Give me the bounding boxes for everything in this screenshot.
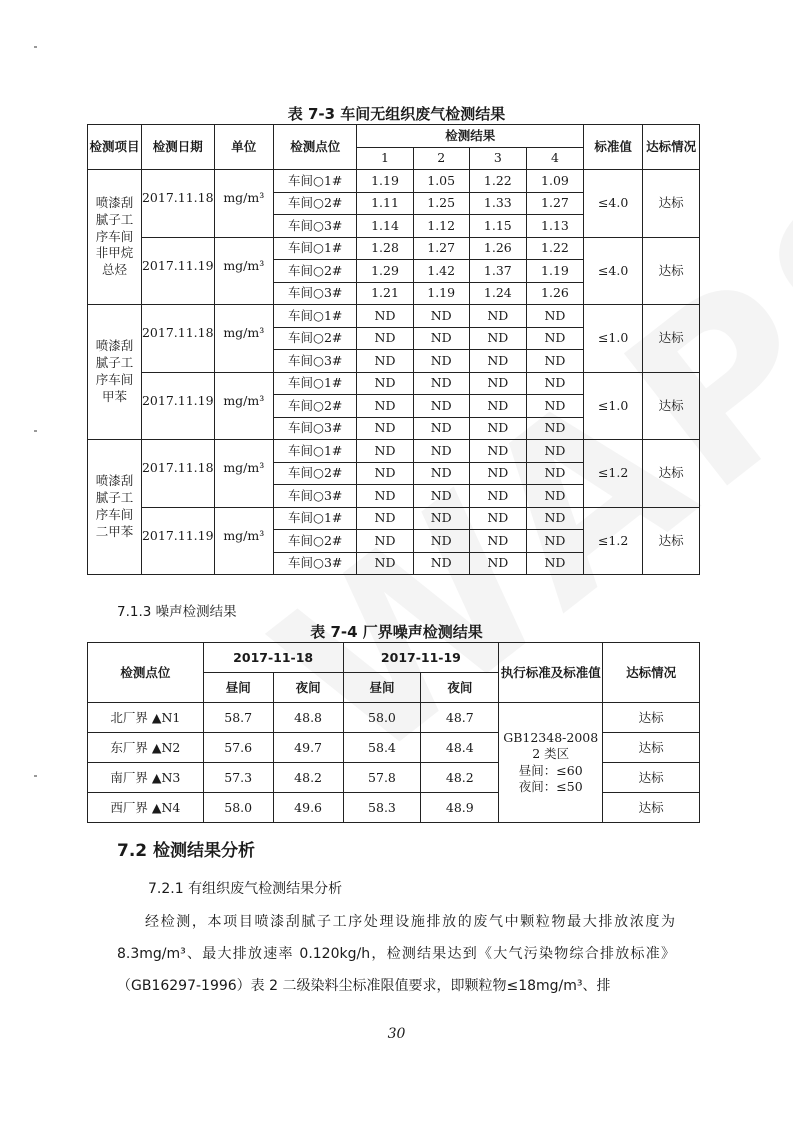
- section-7-2-heading: 7.2 检测结果分析: [117, 841, 256, 861]
- value-cell: ND: [413, 485, 469, 508]
- value-cell: ND: [526, 485, 583, 508]
- margin-mark: [34, 775, 37, 777]
- point-cell: 车间○1#: [274, 372, 357, 395]
- point-cell: 车间○1#: [274, 305, 357, 328]
- value-cell: 1.22: [526, 237, 583, 260]
- value-cell: 1.19: [357, 170, 413, 193]
- value-cell: ND: [526, 327, 583, 350]
- value-cell: ND: [413, 395, 469, 418]
- standard-line: GB12348-2008: [503, 730, 599, 745]
- value-cell: 58.7: [203, 703, 273, 733]
- header-point: 检测点位: [274, 125, 357, 170]
- value-cell: ND: [526, 462, 583, 485]
- value-cell: ND: [469, 417, 526, 440]
- value-cell: 57.6: [203, 733, 273, 763]
- table-row: [88, 237, 700, 260]
- value-cell: ND: [357, 530, 413, 553]
- table-row: [88, 793, 700, 823]
- point-cell: 车间○3#: [274, 350, 357, 373]
- date-cell: 2017.11.19: [141, 372, 214, 440]
- value-cell: 49.7: [273, 733, 343, 763]
- point-cell: 车间○1#: [274, 237, 357, 260]
- point-cell: 东厂界 ▲N2: [88, 733, 204, 763]
- value-cell: 1.14: [357, 215, 413, 238]
- value-cell: ND: [469, 395, 526, 418]
- value-cell: 1.19: [526, 260, 583, 283]
- header-r3: 3: [469, 147, 526, 170]
- standard-cell: ≤1.0: [584, 305, 643, 373]
- value-cell: 1.25: [413, 192, 469, 215]
- date-cell: 2017.11.18: [141, 305, 214, 373]
- value-cell: 49.6: [273, 793, 343, 823]
- value-cell: ND: [469, 372, 526, 395]
- pass-cell: 达标: [603, 703, 700, 733]
- value-cell: 1.09: [526, 170, 583, 193]
- value-cell: ND: [526, 372, 583, 395]
- point-cell: 车间○2#: [274, 462, 357, 485]
- value-cell: ND: [526, 350, 583, 373]
- margin-mark: [34, 430, 37, 432]
- value-cell: 57.8: [343, 763, 421, 793]
- value-cell: ND: [413, 350, 469, 373]
- date-cell: 2017.11.19: [141, 237, 214, 305]
- point-cell: 车间○1#: [274, 170, 357, 193]
- unit-cell: mg/m³: [214, 372, 273, 440]
- section-7-1-3: 7.1.3 噪声检测结果: [117, 604, 237, 620]
- value-cell: 48.4: [421, 733, 499, 763]
- standard-line: 夜间：≤50: [518, 778, 583, 794]
- pass-cell: 达标: [603, 733, 700, 763]
- value-cell: ND: [413, 440, 469, 463]
- value-cell: 1.29: [357, 260, 413, 283]
- value-cell: ND: [413, 305, 469, 328]
- header-unit: 单位: [214, 125, 273, 170]
- point-cell: 车间○2#: [274, 530, 357, 553]
- date-cell: 2017.11.19: [141, 507, 214, 575]
- table-row: [88, 372, 700, 395]
- value-cell: 1.21: [357, 282, 413, 305]
- point-cell: 北厂界 ▲N1: [88, 703, 204, 733]
- value-cell: ND: [413, 462, 469, 485]
- unit-cell: mg/m³: [214, 507, 273, 575]
- header-pass: 达标情况: [643, 125, 700, 170]
- value-cell: ND: [357, 462, 413, 485]
- value-cell: ND: [413, 530, 469, 553]
- standard-cell: ≤4.0: [584, 237, 643, 305]
- value-cell: ND: [526, 395, 583, 418]
- value-cell: ND: [469, 440, 526, 463]
- value-cell: ND: [413, 507, 469, 530]
- unit-cell: mg/m³: [214, 170, 273, 238]
- value-cell: ND: [469, 350, 526, 373]
- margin-mark: [34, 46, 37, 48]
- value-cell: ND: [357, 485, 413, 508]
- value-cell: ND: [469, 305, 526, 328]
- header-item: 检测项目: [88, 125, 142, 170]
- value-cell: 1.22: [469, 170, 526, 193]
- header-r1: 1: [357, 147, 413, 170]
- standard-cell: ≤1.0: [584, 372, 643, 440]
- standard-cell: ≤1.2: [584, 440, 643, 508]
- table-row: [88, 733, 700, 763]
- value-cell: ND: [357, 305, 413, 328]
- pass-cell: 达标: [643, 305, 700, 373]
- value-cell: 48.9: [421, 793, 499, 823]
- value-cell: ND: [469, 552, 526, 575]
- header-point: 检测点位: [88, 643, 204, 703]
- date-cell: 2017.11.18: [141, 170, 214, 238]
- value-cell: 1.05: [413, 170, 469, 193]
- section-7-2-1: 7.2.1 有组织废气检测结果分析: [148, 881, 343, 897]
- table-row: [88, 440, 700, 463]
- value-cell: ND: [357, 552, 413, 575]
- header-standard: 执行标准及标准值: [499, 643, 603, 703]
- unit-cell: mg/m³: [214, 305, 273, 373]
- value-cell: 1.12: [413, 215, 469, 238]
- point-cell: 车间○2#: [274, 260, 357, 283]
- value-cell: ND: [413, 552, 469, 575]
- value-cell: ND: [413, 327, 469, 350]
- value-cell: ND: [357, 372, 413, 395]
- value-cell: 1.24: [469, 282, 526, 305]
- value-cell: 1.13: [526, 215, 583, 238]
- value-cell: ND: [357, 440, 413, 463]
- point-cell: 西厂界 ▲N4: [88, 793, 204, 823]
- point-cell: 车间○2#: [274, 395, 357, 418]
- header-r2: 2: [413, 147, 469, 170]
- value-cell: 1.27: [413, 237, 469, 260]
- value-cell: 1.11: [357, 192, 413, 215]
- item-cell: 喷漆刮腻子工序车间甲苯: [88, 305, 142, 440]
- value-cell: 1.27: [526, 192, 583, 215]
- value-cell: 1.26: [469, 237, 526, 260]
- value-cell: ND: [469, 507, 526, 530]
- value-cell: ND: [526, 305, 583, 328]
- header-date-2: 2017-11-19: [343, 643, 499, 673]
- value-cell: 1.42: [413, 260, 469, 283]
- point-cell: 车间○1#: [274, 440, 357, 463]
- pass-cell: 达标: [643, 170, 700, 238]
- header-results: 检测结果: [357, 125, 584, 148]
- value-cell: ND: [469, 530, 526, 553]
- value-cell: ND: [413, 372, 469, 395]
- value-cell: 48.2: [273, 763, 343, 793]
- pass-cell: 达标: [643, 372, 700, 440]
- value-cell: ND: [526, 507, 583, 530]
- table-row: [88, 170, 700, 193]
- value-cell: ND: [413, 417, 469, 440]
- standard-line: 昼间：≤60: [518, 762, 583, 778]
- value-cell: ND: [469, 462, 526, 485]
- value-cell: ND: [469, 327, 526, 350]
- pass-cell: 达标: [643, 237, 700, 305]
- pass-cell: 达标: [643, 507, 700, 575]
- table-row: [88, 305, 700, 328]
- item-cell: 喷漆刮腻子工序车间二甲苯: [88, 440, 142, 575]
- value-cell: ND: [526, 440, 583, 463]
- header-night-2: 夜间: [421, 673, 499, 703]
- header-day-1: 昼间: [203, 673, 273, 703]
- standard-cell: ≤4.0: [584, 170, 643, 238]
- pass-cell: 达标: [603, 763, 700, 793]
- value-cell: ND: [526, 530, 583, 553]
- value-cell: 58.3: [343, 793, 421, 823]
- point-cell: 车间○3#: [274, 282, 357, 305]
- value-cell: 48.7: [421, 703, 499, 733]
- value-cell: 57.3: [203, 763, 273, 793]
- table-row: [88, 703, 700, 733]
- point-cell: 车间○3#: [274, 417, 357, 440]
- table-7-3-caption: 表 7-3 车间无组织废气检测结果: [287, 105, 506, 123]
- value-cell: ND: [357, 417, 413, 440]
- value-cell: 58.4: [343, 733, 421, 763]
- value-cell: ND: [469, 485, 526, 508]
- point-cell: 车间○2#: [274, 327, 357, 350]
- value-cell: 1.37: [469, 260, 526, 283]
- analysis-paragraph: 经检测，本项目喷漆刮腻子工序处理设施排放的废气中颗粒物最大排放浓度为 8.3mg/m³、最大排放速率 0.120kg/h，检测结果达到《大气污染物综合排放标准》（GB16297-1996）表 2 二级染料尘标准限值要求，即颗粒物≤18mg/m³、排: [117, 914, 675, 994]
- standard-cell: [499, 703, 603, 823]
- value-cell: 1.33: [469, 192, 526, 215]
- point-cell: 南厂界 ▲N3: [88, 763, 204, 793]
- header-date: 检测日期: [141, 125, 214, 170]
- value-cell: ND: [357, 395, 413, 418]
- value-cell: 1.26: [526, 282, 583, 305]
- value-cell: ND: [357, 350, 413, 373]
- header-standard: 标准值: [584, 125, 643, 170]
- table-7-4-caption: 表 7-4 厂界噪声检测结果: [310, 623, 483, 641]
- header-night-1: 夜间: [273, 673, 343, 703]
- value-cell: 58.0: [203, 793, 273, 823]
- value-cell: 1.15: [469, 215, 526, 238]
- value-cell: 48.8: [273, 703, 343, 733]
- pass-cell: 达标: [603, 793, 700, 823]
- value-cell: 1.19: [413, 282, 469, 305]
- value-cell: ND: [526, 552, 583, 575]
- point-cell: 车间○3#: [274, 552, 357, 575]
- point-cell: 车间○3#: [274, 215, 357, 238]
- value-cell: 58.0: [343, 703, 421, 733]
- page-number: 30: [387, 1026, 406, 1042]
- date-cell: 2017.11.18: [141, 440, 214, 508]
- header-r4: 4: [526, 147, 583, 170]
- pass-cell: 达标: [643, 440, 700, 508]
- standard-cell: ≤1.2: [584, 507, 643, 575]
- header-day-2: 昼间: [343, 673, 421, 703]
- item-cell: 喷漆刮腻子工序车间非甲烷总烃: [88, 170, 142, 305]
- standard-line: 2 类区: [532, 746, 570, 762]
- table-row: [88, 763, 700, 793]
- value-cell: ND: [357, 507, 413, 530]
- unit-cell: mg/m³: [214, 440, 273, 508]
- point-cell: 车间○1#: [274, 507, 357, 530]
- point-cell: 车间○3#: [274, 485, 357, 508]
- point-cell: 车间○2#: [274, 192, 357, 215]
- header-date-1: 2017-11-18: [203, 643, 343, 673]
- unit-cell: mg/m³: [214, 237, 273, 305]
- table-7-4: [87, 642, 700, 823]
- table-row: [88, 507, 700, 530]
- value-cell: ND: [526, 417, 583, 440]
- value-cell: 48.2: [421, 763, 499, 793]
- header-pass: 达标情况: [603, 643, 700, 703]
- table-7-3: [87, 124, 700, 575]
- value-cell: 1.28: [357, 237, 413, 260]
- value-cell: ND: [357, 327, 413, 350]
